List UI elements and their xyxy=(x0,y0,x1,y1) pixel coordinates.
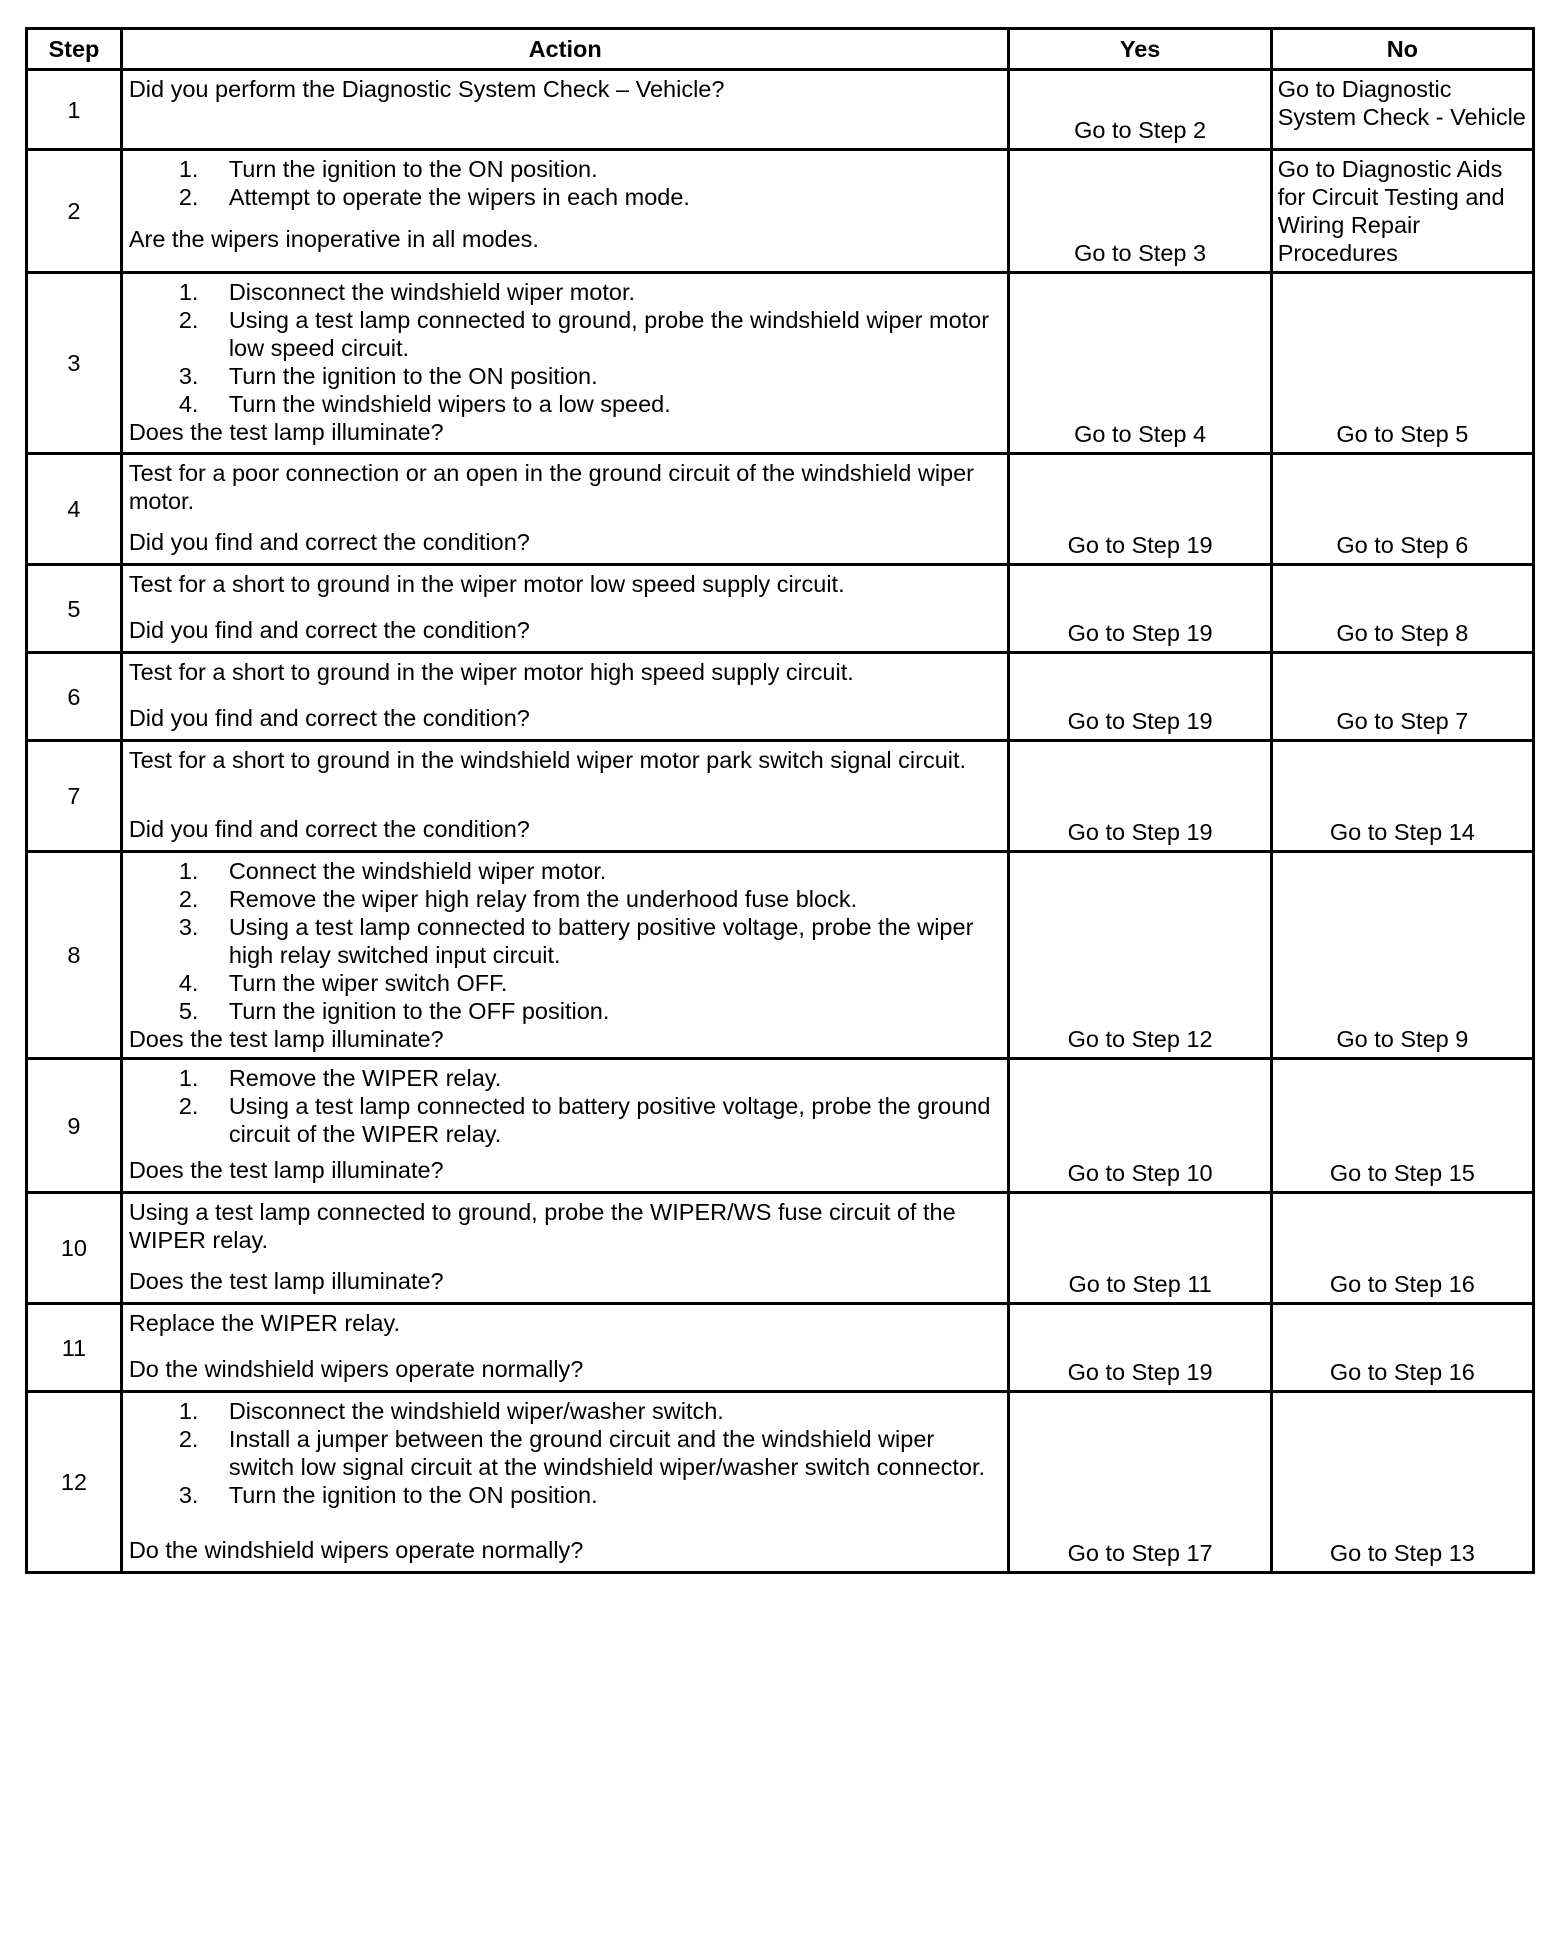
no-result: Go to Diagnostic System Check - Vehicle xyxy=(1271,70,1533,150)
yes-result: Go to Step 17 xyxy=(1009,1392,1271,1573)
no-result: Go to Step 13 xyxy=(1271,1392,1533,1573)
action-step-number: 1. xyxy=(178,1065,199,1091)
table-row xyxy=(27,1193,1534,1304)
action-step-item xyxy=(129,1397,1002,1425)
table-row xyxy=(27,852,1534,1059)
table-row xyxy=(27,653,1534,741)
action-step-text: Connect the windshield wiper motor. xyxy=(228,858,607,884)
action-step-number: 3. xyxy=(178,363,199,389)
action-cell xyxy=(121,1392,1009,1573)
action-step-text: Disconnect the windshield wiper motor. xyxy=(228,279,636,305)
action-step-item xyxy=(129,885,1002,913)
action-step-number: 1. xyxy=(178,858,199,884)
action-question: Does the test lamp illuminate? xyxy=(128,1268,444,1294)
no-result: Go to Step 14 xyxy=(1271,741,1533,852)
action-cell xyxy=(121,1059,1009,1193)
action-step-number: 2. xyxy=(178,307,199,333)
action-step-text: Turn the ignition to the ON position. xyxy=(228,156,598,182)
action-step-number: 3. xyxy=(178,914,199,940)
action-cell xyxy=(121,565,1009,653)
header-yes: Yes xyxy=(1009,29,1271,70)
action-intro: Test for a short to ground in the windshield wiper motor park switch signal circuit. xyxy=(128,747,967,773)
step-number: 1 xyxy=(27,70,122,150)
step-number: 7 xyxy=(27,741,122,852)
action-steps-list xyxy=(129,1397,1002,1509)
action-step-text: Turn the ignition to the OFF position. xyxy=(228,998,610,1024)
table-row xyxy=(27,454,1534,565)
action-step-item xyxy=(129,1064,1002,1092)
action-step-number: 1. xyxy=(178,1398,199,1424)
no-result: Go to Step 15 xyxy=(1271,1059,1533,1193)
step-number: 8 xyxy=(27,852,122,1059)
step-number: 10 xyxy=(27,1193,122,1304)
action-step-number: 2. xyxy=(178,1093,199,1119)
action-question: Does the test lamp illuminate? xyxy=(128,419,444,445)
action-step-text: Install a jumper between the ground circuit and the windshield wiper switch low signal circuit at the windshield wiper/washer switch connector. xyxy=(228,1426,986,1480)
action-step-text: Turn the ignition to the ON position. xyxy=(228,363,598,389)
action-intro: Replace the WIPER relay. xyxy=(128,1310,401,1336)
no-result: Go to Step 16 xyxy=(1271,1193,1533,1304)
table-row xyxy=(27,741,1534,852)
table-row xyxy=(27,1304,1534,1392)
no-result: Go to Step 7 xyxy=(1271,653,1533,741)
action-step-text: Attempt to operate the wipers in each mode. xyxy=(228,184,690,210)
action-question: Are the wipers inoperative in all modes. xyxy=(128,226,539,252)
action-intro: Using a test lamp connected to ground, probe the WIPER/WS fuse circuit of the WIPER relay. xyxy=(128,1199,956,1253)
yes-result: Go to Step 19 xyxy=(1009,653,1271,741)
yes-result: Go to Step 19 xyxy=(1009,741,1271,852)
action-step-number: 2. xyxy=(178,1426,199,1452)
action-step-text: Using a test lamp connected to battery positive voltage, probe the ground circuit of the WIPER relay. xyxy=(228,1093,991,1147)
action-question: Does the test lamp illuminate? xyxy=(128,1026,444,1052)
action-steps-list xyxy=(129,857,1002,1025)
action-step-text: Turn the wiper switch OFF. xyxy=(228,970,508,996)
action-steps-list xyxy=(129,278,1002,418)
table-row xyxy=(27,1392,1534,1573)
action-step-number: 1. xyxy=(178,156,199,182)
step-number: 9 xyxy=(27,1059,122,1193)
action-step-item xyxy=(129,913,1002,969)
no-result: Go to Step 6 xyxy=(1271,454,1533,565)
action-step-item xyxy=(129,278,1002,306)
action-intro: Test for a poor connection or an open in the ground circuit of the windshield wiper motor. xyxy=(128,460,975,514)
step-number: 3 xyxy=(27,273,122,454)
action-step-number: 4. xyxy=(178,391,199,417)
action-step-number: 2. xyxy=(178,886,199,912)
action-step-item xyxy=(129,1092,1002,1148)
table-row xyxy=(27,150,1534,273)
action-step-number: 3. xyxy=(178,1482,199,1508)
action-question: Does the test lamp illuminate? xyxy=(128,1157,444,1183)
action-step-text: Using a test lamp connected to battery positive voltage, probe the wiper high relay switched input circuit. xyxy=(228,914,974,968)
action-step-item xyxy=(129,1425,1002,1481)
yes-result: Go to Step 19 xyxy=(1009,565,1271,653)
action-step-text: Remove the WIPER relay. xyxy=(228,1065,502,1091)
action-step-text: Turn the ignition to the ON position. xyxy=(228,1482,598,1508)
action-step-item xyxy=(129,362,1002,390)
action-intro: Test for a short to ground in the wiper motor low speed supply circuit. xyxy=(128,571,845,597)
action-step-item xyxy=(129,997,1002,1025)
table-row xyxy=(27,1059,1534,1193)
no-result: Go to Step 16 xyxy=(1271,1304,1533,1392)
action-steps-list xyxy=(129,1064,1002,1148)
action-step-number: 4. xyxy=(178,970,199,996)
action-cell xyxy=(121,273,1009,454)
action-cell xyxy=(121,1304,1009,1392)
table-row xyxy=(27,273,1534,454)
action-step-text: Using a test lamp connected to ground, probe the windshield wiper motor low speed circuit. xyxy=(228,307,990,361)
no-result: Go to Step 5 xyxy=(1271,273,1533,454)
step-number: 2 xyxy=(27,150,122,273)
action-question: Do the windshield wipers operate normally? xyxy=(128,1356,584,1382)
no-result: Go to Step 9 xyxy=(1271,852,1533,1059)
header-action: Action xyxy=(121,29,1009,70)
yes-result: Go to Step 4 xyxy=(1009,273,1271,454)
header-row xyxy=(27,29,1534,70)
action-step-item xyxy=(129,306,1002,362)
action-step-text: Remove the wiper high relay from the underhood fuse block. xyxy=(228,886,858,912)
action-cell xyxy=(121,454,1009,565)
action-question: Did you find and correct the condition? xyxy=(128,617,530,643)
action-steps-list xyxy=(129,155,1002,211)
action-step-item xyxy=(129,969,1002,997)
action-cell xyxy=(121,70,1009,150)
action-question: Did you find and correct the condition? xyxy=(128,816,530,842)
action-step-item xyxy=(129,1481,1002,1509)
table-row xyxy=(27,70,1534,150)
action-step-number: 5. xyxy=(178,998,199,1024)
yes-result: Go to Step 11 xyxy=(1009,1193,1271,1304)
action-step-number: 2. xyxy=(178,184,199,210)
action-cell xyxy=(121,741,1009,852)
action-question: Did you find and correct the condition? xyxy=(128,705,530,731)
action-cell xyxy=(121,852,1009,1059)
step-number: 5 xyxy=(27,565,122,653)
action-cell xyxy=(121,150,1009,273)
no-result: Go to Diagnostic Aids for Circuit Testing and Wiring Repair Procedures xyxy=(1271,150,1533,273)
step-number: 6 xyxy=(27,653,122,741)
action-step-item xyxy=(129,183,1002,211)
action-cell xyxy=(121,653,1009,741)
yes-result: Go to Step 19 xyxy=(1009,454,1271,565)
yes-result: Go to Step 12 xyxy=(1009,852,1271,1059)
action-step-number: 1. xyxy=(178,279,199,305)
action-intro: Did you perform the Diagnostic System Check – Vehicle? xyxy=(128,76,725,102)
action-cell xyxy=(121,1193,1009,1304)
yes-result: Go to Step 3 xyxy=(1009,150,1271,273)
no-result: Go to Step 8 xyxy=(1271,565,1533,653)
action-intro: Test for a short to ground in the wiper motor high speed supply circuit. xyxy=(128,659,854,685)
diagnostic-table xyxy=(25,27,1535,1574)
step-number: 4 xyxy=(27,454,122,565)
action-step-item xyxy=(129,857,1002,885)
action-step-item xyxy=(129,390,1002,418)
yes-result: Go to Step 2 xyxy=(1009,70,1271,150)
step-number: 11 xyxy=(27,1304,122,1392)
action-question: Did you find and correct the condition? xyxy=(128,529,530,555)
header-step: Step xyxy=(27,29,122,70)
yes-result: Go to Step 19 xyxy=(1009,1304,1271,1392)
table-row xyxy=(27,565,1534,653)
step-number: 12 xyxy=(27,1392,122,1573)
action-step-text: Turn the windshield wipers to a low speed. xyxy=(228,391,671,417)
yes-result: Go to Step 10 xyxy=(1009,1059,1271,1193)
action-step-text: Disconnect the windshield wiper/washer switch. xyxy=(228,1398,724,1424)
action-step-item xyxy=(129,155,1002,183)
header-no: No xyxy=(1271,29,1533,70)
action-question: Do the windshield wipers operate normally? xyxy=(128,1537,584,1563)
